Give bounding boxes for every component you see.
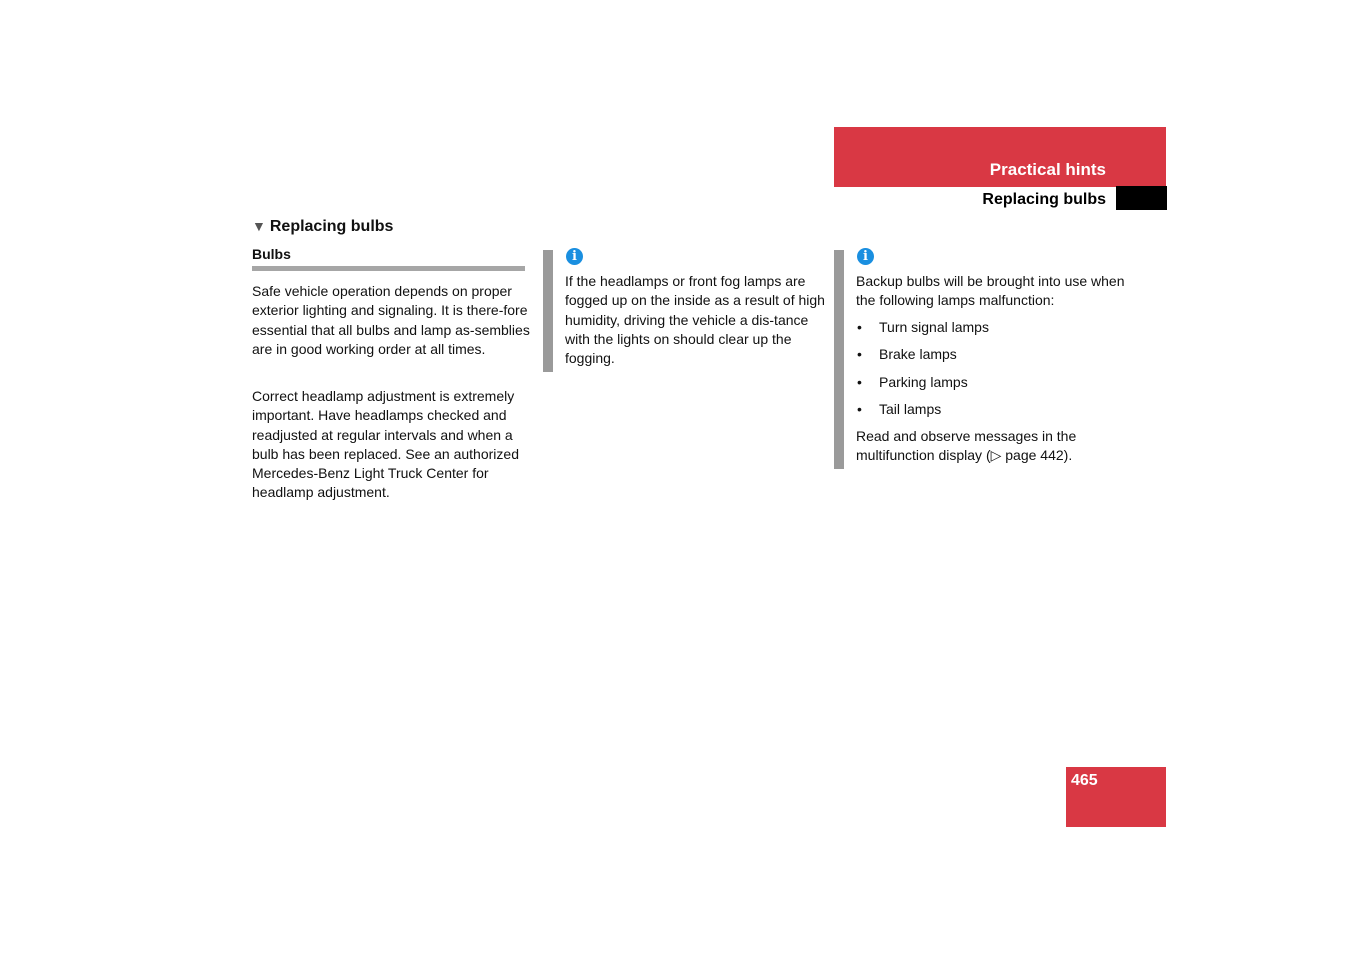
subheading: Bulbs — [252, 246, 291, 262]
note-closing: Read and observe messages in the multifunction display (▷ page 442). — [856, 428, 1077, 464]
body-paragraph: Correct headlamp adjustment is extremely important. Have headlamps checked and readjusted at regular intervals and when a bulb has been replaced. See an authorized Mercedes-Benz Light Truck Center for headlamp adjustment. — [252, 388, 519, 501]
list-item — [856, 345, 989, 372]
bullet-icon: • — [857, 373, 862, 390]
bullet-icon: • — [857, 400, 862, 417]
triangle-down-icon: ▼ — [252, 218, 266, 234]
page-number: 465 — [1071, 772, 1098, 789]
subheading-rule — [252, 266, 525, 271]
info-icon: i — [857, 248, 874, 265]
bullet-icon: • — [857, 346, 862, 363]
note-side-bar — [834, 250, 844, 469]
list-item — [856, 400, 989, 427]
list-item-text: Parking lamps — [879, 373, 968, 390]
note-text: If the headlamps or front fog lamps are fogged up on the inside as a result of high humidity, driving the vehicle a dis-tance with the lights on should clear up the fogging. — [565, 273, 825, 367]
list-item-text: Turn signal lamps — [879, 319, 989, 335]
list-item — [856, 318, 989, 345]
info-icon: i — [566, 248, 583, 265]
note-side-bar — [543, 250, 553, 372]
page-heading — [252, 218, 393, 236]
list-item — [856, 373, 989, 400]
section-marker-tab — [1116, 186, 1167, 210]
bullet-icon: • — [857, 319, 862, 335]
list-item-text: Brake lamps — [879, 346, 957, 363]
note-intro: Backup bulbs will be brought into use when the following lamps malfunction: — [856, 273, 1125, 309]
page-heading-text: Replacing bulbs — [269, 218, 394, 235]
list-item-text: Tail lamps — [879, 400, 942, 417]
body-paragraph: Safe vehicle operation depends on proper exterior lighting and signaling. It is there-fore essential that all bulbs and lamp as-semblies are in good working order at all times. — [252, 283, 530, 357]
chapter-title: Practical hints — [989, 160, 1106, 179]
lamp-list — [856, 318, 989, 427]
section-title: Replacing bulbs — [982, 191, 1106, 208]
